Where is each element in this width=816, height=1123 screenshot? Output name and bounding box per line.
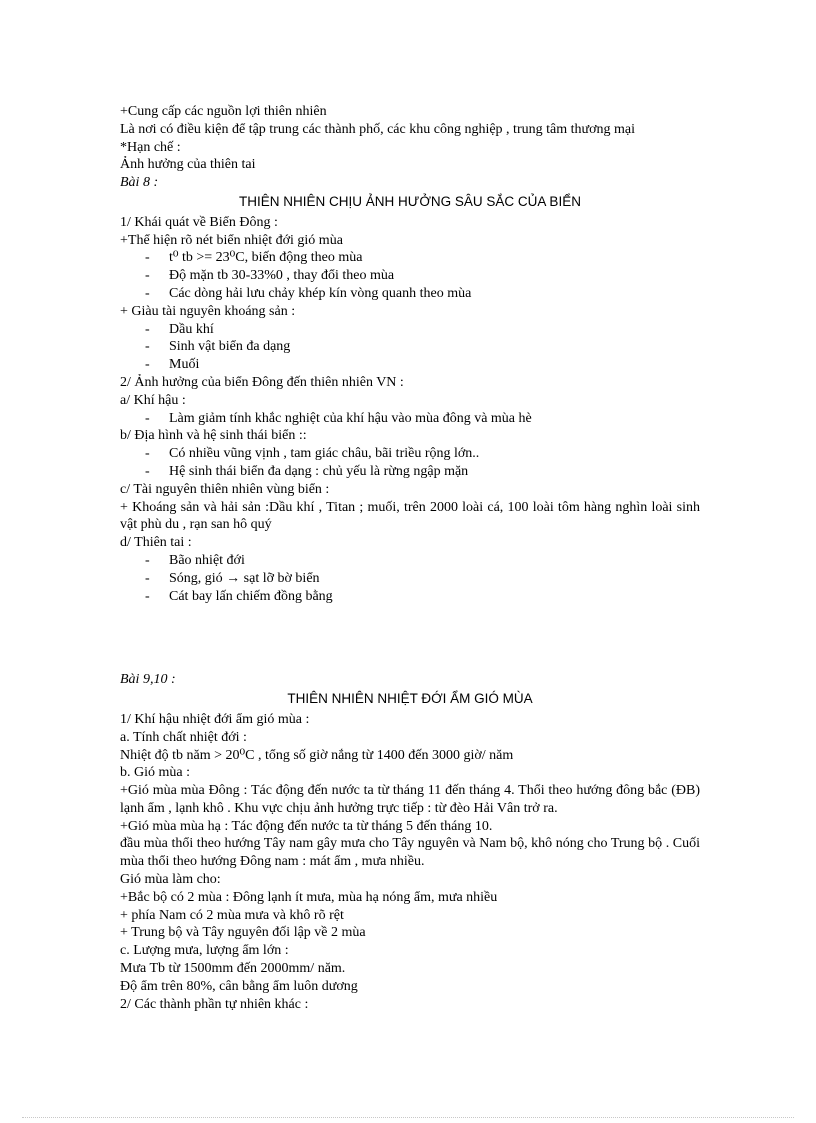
list-item: - Làm giảm tính khắc nghiệt của khí hậu vào mùa đông và mùa hè bbox=[120, 410, 700, 428]
section-heading: 1/ Khí hậu nhiệt đới ẩm gió mùa : bbox=[120, 711, 310, 727]
subsection-heading: a. Tính chất nhiệt đới : bbox=[120, 729, 247, 745]
list-item: - Độ mặn tb 30-33%0 , thay đổi theo mùa bbox=[120, 267, 700, 285]
text-line: *Hạn chế : bbox=[120, 139, 181, 155]
list-item: - Có nhiều vũng vịnh , tam giác châu, bãi triều rộng lớn.. bbox=[120, 445, 700, 463]
list-item: - Dầu khí bbox=[120, 321, 700, 339]
section-heading: 2/ Các thành phần tự nhiên khác : bbox=[120, 996, 309, 1012]
list-item: - Các dòng hải lưu chảy khép kín vòng quanh theo mùa bbox=[120, 285, 700, 303]
spacer bbox=[120, 605, 700, 671]
list-item: - Sinh vật biển đa dạng bbox=[120, 338, 700, 356]
page-bottom-border bbox=[22, 1117, 794, 1118]
lesson-title-9-10: THIÊN NHIÊN NHIỆT ĐỚI ẨM GIÓ MÙA bbox=[287, 691, 533, 707]
section-heading: 2/ Ảnh hưởng của biển Đông đến thiên nhiên VN : bbox=[120, 374, 404, 390]
text-line: + phía Nam có 2 mùa mưa và khô rõ rệt bbox=[120, 907, 344, 923]
paragraph: +Gió mùa mùa Đông : Tác động đến nước ta từ tháng 11 đến tháng 4. Thổi theo hướng đông bắc (ĐB) lạnh ẩm , lạnh khô . Khu vực chịu ảnh hưởng trực tiếp : từ đèo Hải Vân trở ra. bbox=[120, 783, 700, 816]
text-line: Độ ẩm trên 80%, cân bằng ẩm luôn dương bbox=[120, 978, 358, 994]
text-line: Nhiệt độ tb năm > 20⁰C , tổng số giờ nắng từ 1400 đến 3000 giờ/ năm bbox=[120, 747, 514, 763]
subsection-heading: c/ Tài nguyên thiên nhiên vùng biển : bbox=[120, 481, 330, 497]
subsection-heading: c. Lượng mưa, lượng ẩm lớn : bbox=[120, 943, 289, 959]
lesson-label-8: Bài 8 : bbox=[120, 175, 159, 191]
subsection-heading: b. Gió mùa : bbox=[120, 765, 190, 781]
text-line: + Giàu tài nguyên khoáng sản : bbox=[120, 303, 296, 319]
text-line: Mưa Tb từ 1500mm đến 2000mm/ năm. bbox=[120, 961, 346, 977]
text-line: +Bắc bộ có 2 mùa : Đông lạnh ít mưa, mùa hạ nóng ẩm, mưa nhiều bbox=[120, 889, 498, 905]
text-line: Gió mùa làm cho: bbox=[120, 872, 221, 888]
text-line: Ảnh hưởng của thiên tai bbox=[120, 157, 256, 173]
subsection-heading: b/ Địa hình và hệ sinh thái biển :: bbox=[120, 428, 307, 444]
text-line: +Gió mùa mùa hạ : Tác động đến nước ta từ tháng 5 đến tháng 10. bbox=[120, 818, 493, 834]
list-item: - Muối bbox=[120, 356, 700, 374]
lesson-title-8: THIÊN NHIÊN CHỊU ẢNH HƯỞNG SÂU SẮC CỦA BIỂN bbox=[239, 193, 581, 209]
subsection-heading: a/ Khí hậu : bbox=[120, 392, 186, 408]
subsection-heading: d/ Thiên tai : bbox=[120, 535, 192, 551]
text-line: +Cung cấp các nguồn lợi thiên nhiên bbox=[120, 104, 327, 119]
document-body bbox=[120, 103, 700, 1013]
section-heading: 1/ Khái quát về Biển Đông : bbox=[120, 214, 278, 230]
text-line: + Trung bộ và Tây nguyên đối lập về 2 mùa bbox=[120, 925, 366, 941]
text-line: +Thể hiện rõ nét biển nhiệt đới gió mùa bbox=[120, 232, 343, 248]
list-item: - Bão nhiệt đới bbox=[120, 552, 700, 570]
lesson-label-9-10: Bài 9,10 : bbox=[120, 672, 176, 688]
list-item: - Cát bay lấn chiếm đồng bằng bbox=[120, 588, 700, 606]
list-item: - Sóng, gió → sạt lỡ bờ biển bbox=[120, 570, 700, 588]
text-line: Là nơi có điều kiện để tập trung các thành phố, các khu công nghiệp , trung tâm thương mại bbox=[120, 121, 635, 137]
paragraph: + Khoáng sản và hải sản :Dầu khí , Titan ; muối, trên 2000 loài cá, 100 loài tôm hàng nghìn loài sinh vật phù du , rạn san hô quý bbox=[120, 499, 700, 533]
paragraph: đầu mùa thổi theo hướng Tây nam gây mưa cho Tây nguyên và Nam bộ, khô nóng cho Trung bộ . Cuối mùa thổi theo hướng Đông nam : mát ẩm , mưa nhiều. bbox=[120, 836, 700, 870]
list-item: - t⁰ tb >= 23⁰C, biến động theo mùa bbox=[120, 249, 700, 267]
list-item: - Hệ sinh thái biển đa dạng : chủ yếu là rừng ngập mặn bbox=[120, 463, 700, 481]
